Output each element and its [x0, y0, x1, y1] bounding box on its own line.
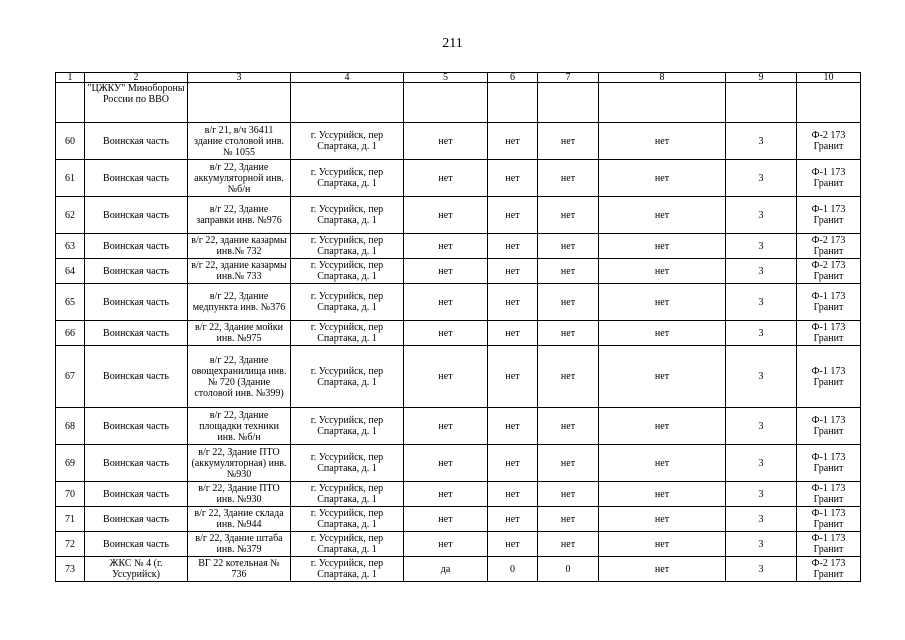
cell-c5: нет	[404, 284, 488, 321]
cell-num: 67	[56, 346, 85, 408]
column-header: 9	[726, 73, 797, 83]
cell-object: в/г 22, Здание площадки техники инв. №б/н	[188, 408, 291, 445]
cell-c10: Ф-2 173 Гранит	[797, 123, 861, 160]
cell-address: г. Уссурийск, пер Спартака, д. 1	[291, 160, 404, 197]
cell-c10: Ф-1 173 Гранит	[797, 346, 861, 408]
cell-c5: нет	[404, 445, 488, 482]
cell-address: г. Уссурийск, пер Спартака, д. 1	[291, 321, 404, 346]
cell-c5: нет	[404, 507, 488, 532]
cell-owner: Воинская часть	[85, 284, 188, 321]
cell-num: 70	[56, 482, 85, 507]
cell-c7: нет	[538, 160, 599, 197]
cell-num: 62	[56, 197, 85, 234]
column-header: 6	[488, 73, 538, 83]
cell-c7	[538, 83, 599, 123]
cell-c10: Ф-1 173 Гранит	[797, 321, 861, 346]
cell-address	[291, 83, 404, 123]
cell-c8: нет	[599, 408, 726, 445]
cell-address: г. Уссурийск, пер Спартака, д. 1	[291, 197, 404, 234]
table-row	[56, 259, 861, 284]
column-header: 1	[56, 73, 85, 83]
table-row	[56, 408, 861, 445]
cell-c10: Ф-1 173 Гранит	[797, 160, 861, 197]
cell-c7: нет	[538, 321, 599, 346]
page-number: 211	[442, 36, 463, 51]
cell-address: г. Уссурийск, пер Спартака, д. 1	[291, 445, 404, 482]
column-header: 5	[404, 73, 488, 83]
cell-address: г. Уссурийск, пер Спартака, д. 1	[291, 346, 404, 408]
cell-c5: нет	[404, 408, 488, 445]
cell-num	[56, 83, 85, 123]
cell-owner: Воинская часть	[85, 532, 188, 557]
cell-object: в/г 22, Здание штаба инв. №379	[188, 532, 291, 557]
cell-c9: 3	[726, 445, 797, 482]
cell-c5	[404, 83, 488, 123]
cell-owner: Воинская часть	[85, 408, 188, 445]
table-row	[56, 234, 861, 259]
table-row	[56, 197, 861, 234]
cell-num: 64	[56, 259, 85, 284]
cell-c9: 3	[726, 408, 797, 445]
cell-owner: Воинская часть	[85, 160, 188, 197]
cell-c5: нет	[404, 482, 488, 507]
cell-c5: нет	[404, 346, 488, 408]
cell-c9	[726, 83, 797, 123]
table-row	[56, 160, 861, 197]
cell-c8: нет	[599, 284, 726, 321]
cell-num: 63	[56, 234, 85, 259]
cell-address: г. Уссурийск, пер Спартака, д. 1	[291, 123, 404, 160]
cell-address: г. Уссурийск, пер Спартака, д. 1	[291, 532, 404, 557]
cell-object: в/г 22, здание казармы инв.№ 732	[188, 234, 291, 259]
cell-c8: нет	[599, 321, 726, 346]
cell-address: г. Уссурийск, пер Спартака, д. 1	[291, 284, 404, 321]
cell-object: в/г 22, Здание склада инв. №944	[188, 507, 291, 532]
column-header: 2	[85, 73, 188, 83]
cell-c7: нет	[538, 284, 599, 321]
cell-address: г. Уссурийск, пер Спартака, д. 1	[291, 408, 404, 445]
cell-c5: нет	[404, 234, 488, 259]
cell-object: в/г 22, Здание ПТО (аккумуляторная) инв. №930	[188, 445, 291, 482]
cell-c8: нет	[599, 234, 726, 259]
cell-c7: нет	[538, 197, 599, 234]
cell-owner: "ЦЖКУ" Минобороны России по ВВО	[85, 83, 188, 123]
cell-num: 72	[56, 532, 85, 557]
registry-table	[55, 72, 861, 582]
cell-c9: 3	[726, 321, 797, 346]
cell-num: 60	[56, 123, 85, 160]
cell-c8: нет	[599, 445, 726, 482]
cell-owner: Воинская часть	[85, 321, 188, 346]
cell-c5: нет	[404, 197, 488, 234]
cell-c6: нет	[488, 160, 538, 197]
cell-num: 61	[56, 160, 85, 197]
cell-c5: нет	[404, 160, 488, 197]
continuation-row	[56, 83, 861, 123]
cell-c10: Ф-1 173 Гранит	[797, 197, 861, 234]
cell-num: 73	[56, 557, 85, 582]
table-row	[56, 557, 861, 582]
cell-c6: нет	[488, 482, 538, 507]
cell-c6: 0	[488, 557, 538, 582]
cell-c8: нет	[599, 259, 726, 284]
cell-address: г. Уссурийск, пер Спартака, д. 1	[291, 507, 404, 532]
cell-c10: Ф-1 173 Гранит	[797, 532, 861, 557]
cell-c9: 3	[726, 259, 797, 284]
cell-object: в/г 22, Здание аккумуляторной инв. №б/н	[188, 160, 291, 197]
cell-c8: нет	[599, 123, 726, 160]
cell-c6: нет	[488, 507, 538, 532]
cell-object: в/г 22, Здание медпункта инв. №376	[188, 284, 291, 321]
cell-c6: нет	[488, 346, 538, 408]
cell-c5: нет	[404, 532, 488, 557]
cell-address: г. Уссурийск, пер Спартака, д. 1	[291, 482, 404, 507]
cell-c6: нет	[488, 284, 538, 321]
cell-owner: ЖКС № 4 (г. Уссурийск)	[85, 557, 188, 582]
cell-c9: 3	[726, 507, 797, 532]
cell-c8: нет	[599, 346, 726, 408]
cell-c9: 3	[726, 532, 797, 557]
table-row	[56, 507, 861, 532]
cell-c7: нет	[538, 507, 599, 532]
cell-object: в/г 22, Здание овощехранилища инв.№ 720 (Здание столовой инв. №399)	[188, 346, 291, 408]
cell-c9: 3	[726, 346, 797, 408]
cell-c8: нет	[599, 482, 726, 507]
cell-address: г. Уссурийск, пер Спартака, д. 1	[291, 234, 404, 259]
table-row	[56, 346, 861, 408]
cell-c6: нет	[488, 321, 538, 346]
cell-c9: 3	[726, 197, 797, 234]
cell-object: в/г 22, Здание ПТО инв. №930	[188, 482, 291, 507]
cell-c7: нет	[538, 482, 599, 507]
column-header: 3	[188, 73, 291, 83]
cell-num: 68	[56, 408, 85, 445]
cell-owner: Воинская часть	[85, 197, 188, 234]
cell-c10: Ф-1 173 Гранит	[797, 482, 861, 507]
cell-object: в/г 21, в/ч 36411 здание столовой инв.№ 1055	[188, 123, 291, 160]
cell-c9: 3	[726, 482, 797, 507]
cell-c10: Ф-1 173 Гранит	[797, 445, 861, 482]
cell-c9: 3	[726, 234, 797, 259]
cell-c5: нет	[404, 321, 488, 346]
table-row	[56, 482, 861, 507]
cell-owner: Воинская часть	[85, 482, 188, 507]
cell-object: ВГ 22 котельная № 736	[188, 557, 291, 582]
column-number-row	[56, 73, 861, 83]
cell-object	[188, 83, 291, 123]
cell-c8: нет	[599, 160, 726, 197]
cell-c6: нет	[488, 532, 538, 557]
cell-object: в/г 22, Здание заправки инв. №976	[188, 197, 291, 234]
cell-c10: Ф-1 173 Гранит	[797, 507, 861, 532]
cell-c7: нет	[538, 408, 599, 445]
cell-c7: нет	[538, 445, 599, 482]
cell-c9: 3	[726, 160, 797, 197]
cell-c7: нет	[538, 234, 599, 259]
cell-c8: нет	[599, 197, 726, 234]
cell-owner: Воинская часть	[85, 445, 188, 482]
cell-owner: Воинская часть	[85, 507, 188, 532]
cell-c6	[488, 83, 538, 123]
cell-c8	[599, 83, 726, 123]
cell-c10: Ф-1 173 Гранит	[797, 408, 861, 445]
cell-object: в/г 22, здание казармы инв.№ 733	[188, 259, 291, 284]
table-row	[56, 532, 861, 557]
cell-c6: нет	[488, 197, 538, 234]
cell-c8: нет	[599, 532, 726, 557]
cell-num: 71	[56, 507, 85, 532]
cell-c7: нет	[538, 123, 599, 160]
cell-num: 69	[56, 445, 85, 482]
cell-owner: Воинская часть	[85, 234, 188, 259]
cell-num: 66	[56, 321, 85, 346]
column-header: 4	[291, 73, 404, 83]
cell-c5: нет	[404, 123, 488, 160]
column-header: 8	[599, 73, 726, 83]
column-header: 7	[538, 73, 599, 83]
cell-c8: нет	[599, 557, 726, 582]
cell-num: 65	[56, 284, 85, 321]
table-row	[56, 284, 861, 321]
table-row	[56, 321, 861, 346]
cell-address: г. Уссурийск, пер Спартака, д. 1	[291, 259, 404, 284]
cell-owner: Воинская часть	[85, 346, 188, 408]
cell-c6: нет	[488, 234, 538, 259]
cell-owner: Воинская часть	[85, 259, 188, 284]
cell-c10	[797, 83, 861, 123]
cell-c6: нет	[488, 259, 538, 284]
cell-c5: нет	[404, 259, 488, 284]
cell-c6: нет	[488, 445, 538, 482]
column-header: 10	[797, 73, 861, 83]
cell-c9: 3	[726, 557, 797, 582]
cell-c7: нет	[538, 259, 599, 284]
cell-c10: Ф-1 173 Гранит	[797, 284, 861, 321]
cell-c10: Ф-2 173 Гранит	[797, 557, 861, 582]
table-row	[56, 123, 861, 160]
table-row	[56, 445, 861, 482]
cell-c7: 0	[538, 557, 599, 582]
cell-object: в/г 22, Здание мойки инв. №975	[188, 321, 291, 346]
cell-c8: нет	[599, 507, 726, 532]
cell-c5: да	[404, 557, 488, 582]
cell-c7: нет	[538, 532, 599, 557]
cell-c9: 3	[726, 123, 797, 160]
cell-c9: 3	[726, 284, 797, 321]
cell-c10: Ф-2 173 Гранит	[797, 234, 861, 259]
cell-c6: нет	[488, 408, 538, 445]
cell-c10: Ф-2 173 Гранит	[797, 259, 861, 284]
cell-address: г. Уссурийск, пер Спартака, д. 1	[291, 557, 404, 582]
cell-c7: нет	[538, 346, 599, 408]
cell-owner: Воинская часть	[85, 123, 188, 160]
cell-c6: нет	[488, 123, 538, 160]
